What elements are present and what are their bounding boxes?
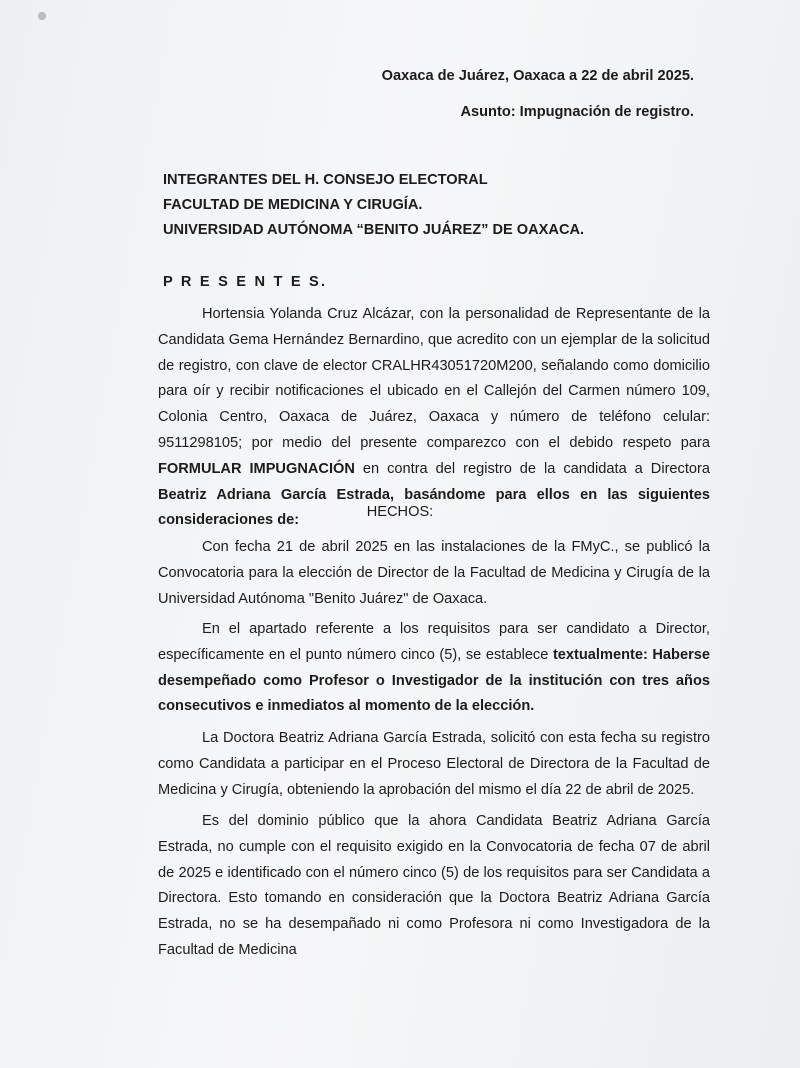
place-date: Oaxaca de Juárez, Oaxaca a 22 de abril 2025. — [381, 68, 694, 84]
recipient-line-1: INTEGRANTES DEL H. CONSEJO ELECTORAL — [163, 172, 488, 188]
fact-paragraph-3: La Doctora Beatriz Adriana García Estrada, solicitó con esta fecha su registro como Candidata a participar en el Proceso Electoral de Directora de la Facultad de Medicina y Cirugía, obteniendo la aprobación del mismo el día 22 de abril de 2025. — [158, 730, 710, 798]
section-title: HECHOS: — [366, 504, 434, 520]
intro-bold-b: Beatriz Adriana García Estrada, basándome para ellos en las siguientes consideraciones de: — [158, 486, 710, 529]
fact-paragraph-4: Es del dominio público que la ahora Candidata Beatriz Adriana García Estrada, no cumple con el requisito exigido en la Convocatoria de fecha 07 de abril de 2025 e identificado con el número cinco (5) de los requisitos para ser Candidata a Directora. Esto tomando en consideración que la Doctora Beatriz Adriana García Estrada, no se ha desempañado ni como Profesora ni como Investigadora de la Facultad de Medicina — [158, 813, 710, 958]
recipient-line-3: UNIVERSIDAD AUTÓNOMA “BENITO JUÁREZ” DE OAXACA. — [163, 222, 585, 238]
greeting: P R E S E N T E S. — [163, 274, 328, 290]
intro-bold-a: FORMULAR IMPUGNACIÓN — [158, 460, 355, 477]
intro-paragraph — [158, 302, 710, 534]
subject-line: Asunto: Impugnación de registro. — [460, 104, 694, 120]
fact-2-bold: textualmente: Haberse desempeñado como Profesor o Investigador de la institución con tres años consecutivos e inmediatos al momento de la elección. — [158, 646, 710, 715]
recipient-line-2: FACULTAD DE MEDICINA Y CIRUGÍA. — [163, 197, 423, 213]
punch-mark — [38, 12, 46, 20]
fact-paragraph-2 — [158, 617, 710, 720]
intro-text-b: en contra del registro de la candidata a Directora — [354, 460, 710, 477]
intro-text-a: Hortensia Yolanda Cruz Alcázar, con la personalidad de Representante de la Candidata Gema Hernández Bernardino, que acredito con un ejemplar de la solicitud de registro, con clave de elector CRALHR43051720M200, señalando como domicilio para oír y recibir notificaciones el ubicado en el Callejón del Carmen número 109, Colonia Centro, Oaxaca de Juárez, Oaxaca y número de teléfono celular: 9511298105; por medio del presente comparezco con el debido respeto para — [158, 306, 710, 451]
fact-2-text: En el apartado referente a los requisitos para ser candidato a Director, específicamente en el punto número cinco (5), se establece — [158, 621, 710, 663]
fact-paragraph-1: Con fecha 21 de abril 2025 en las instalaciones de la FMyC., se publicó la Convocatoria para la elección de Director de la Facultad de Medicina y Cirugía de la Universidad Autónoma "Benito Juárez" de Oaxaca. — [158, 539, 710, 607]
